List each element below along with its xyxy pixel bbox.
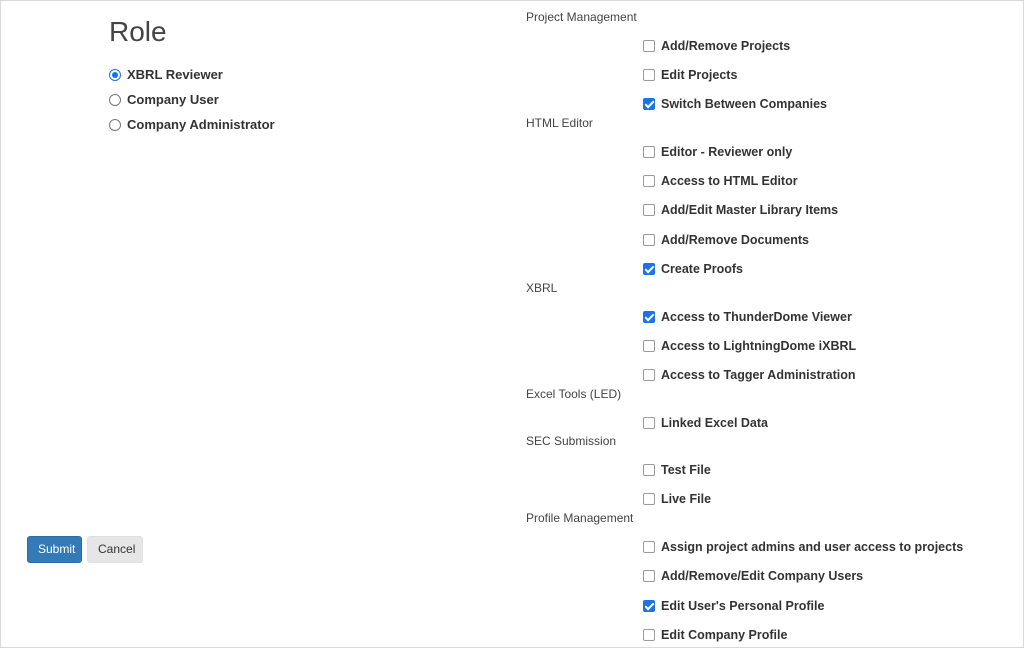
group-title-project-management: Project Management [526,10,637,24]
permission-label: Switch Between Companies [661,97,828,111]
role-option-company-user[interactable] [109,87,275,112]
permission-editor-reviewer-only[interactable] [643,145,792,159]
role-option-xbrl-reviewer[interactable] [109,62,275,87]
permission-label: Edit Company Profile [661,628,788,642]
permission-label: Edit User's Personal Profile [661,599,825,613]
role-option-company-administrator[interactable] [109,112,275,137]
group-title-excel-tools: Excel Tools (LED) [526,387,622,401]
permission-label: Edit Projects [661,68,738,82]
permission-access-lightningdome-ixbrl[interactable] [643,339,856,353]
permission-label: Add/Remove Documents [661,233,809,247]
permission-checkbox[interactable] [643,98,655,110]
permission-label: Linked Excel Data [661,416,768,430]
permission-checkbox[interactable] [643,493,655,505]
role-label: Company Administrator [127,117,275,132]
permission-switch-between-companies[interactable] [643,97,827,111]
permission-test-file[interactable] [643,463,711,477]
permission-create-proofs[interactable] [643,262,743,276]
permission-label: Create Proofs [661,262,743,276]
permission-add-remove-documents[interactable] [643,233,809,247]
permission-checkbox[interactable] [643,629,655,641]
permission-linked-excel-data[interactable] [643,416,768,430]
permission-access-tagger-administration[interactable] [643,368,855,382]
permission-checkbox[interactable] [643,204,655,216]
permission-edit-users-personal-profile[interactable] [643,599,824,613]
role-radio-company-user[interactable] [109,94,121,106]
permission-checkbox[interactable] [643,417,655,429]
submit-button[interactable]: Submit [27,536,82,563]
permission-label: Access to HTML Editor [661,174,798,188]
permission-checkbox[interactable] [643,311,655,323]
group-title-xbrl: XBRL [526,281,558,295]
permission-checkbox[interactable] [643,175,655,187]
role-title: Role [109,16,167,47]
permission-assign-project-admins[interactable] [643,540,963,554]
permission-edit-company-profile[interactable] [643,628,787,642]
permission-checkbox[interactable] [643,600,655,612]
permission-add-remove-projects[interactable] [643,39,790,53]
permission-label: Add/Remove/Edit Company Users [661,569,864,583]
permission-checkbox[interactable] [643,541,655,553]
permission-label: Access to ThunderDome Viewer [661,310,852,324]
role-label: XBRL Reviewer [127,67,223,82]
permission-edit-projects[interactable] [643,68,737,82]
permission-label: Add/Remove Projects [661,39,791,53]
group-title-profile-management: Profile Management [526,511,634,525]
permission-checkbox[interactable] [643,40,655,52]
role-label: Company User [127,92,219,107]
permission-add-remove-edit-company-users[interactable] [643,569,863,583]
permission-label: Test File [661,463,711,477]
permission-add-edit-master-library[interactable] [643,203,838,217]
permission-checkbox[interactable] [643,146,655,158]
permission-access-thunderdome-viewer[interactable] [643,310,852,324]
permission-checkbox[interactable] [643,263,655,275]
permission-label: Access to Tagger Administration [661,368,856,382]
permission-label: Assign project admins and user access to projects [661,540,964,554]
permission-checkbox[interactable] [643,464,655,476]
role-radio-xbrl-reviewer[interactable] [109,69,121,81]
group-title-html-editor: HTML Editor [526,116,593,130]
permission-checkbox[interactable] [643,369,655,381]
permission-checkbox[interactable] [643,340,655,352]
permission-checkbox[interactable] [643,570,655,582]
permission-checkbox[interactable] [643,69,655,81]
permission-label: Add/Edit Master Library Items [661,203,839,217]
role-radio-group [109,62,275,137]
permission-label: Editor - Reviewer only [661,145,793,159]
cancel-button[interactable]: Cancel [87,536,143,563]
permission-label: Live File [661,492,712,506]
form-actions [27,536,143,563]
permission-checkbox[interactable] [643,234,655,246]
role-radio-company-administrator[interactable] [109,119,121,131]
permission-label: Access to LightningDome iXBRL [661,339,857,353]
permission-access-html-editor[interactable] [643,174,798,188]
permission-live-file[interactable] [643,492,711,506]
group-title-sec-submission: SEC Submission [526,434,617,448]
